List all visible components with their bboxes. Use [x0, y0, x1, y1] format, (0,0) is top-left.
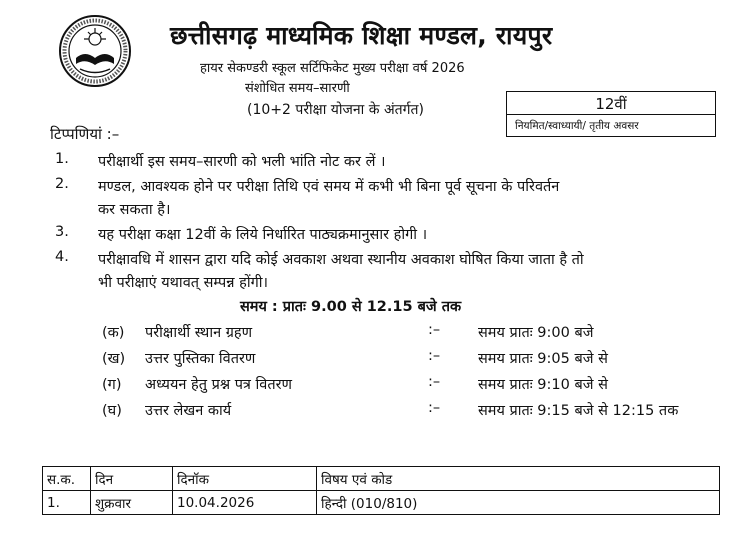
timing-item-separator: :– — [428, 374, 441, 390]
table-cell: 10.04.2026 — [173, 491, 317, 515]
table-header-cell: दिनॉक — [173, 467, 317, 491]
class-box — [506, 91, 716, 137]
note-text: परीक्षावधि में शासन द्वारा यदि कोई अवकाश अथवा स्थानीय अवकाश घोषित किया जाता है तो — [98, 252, 584, 268]
table-header-cell: दिन — [91, 467, 173, 491]
timing-item-label: उत्तर पुस्तिका वितरण — [145, 351, 256, 367]
timing-item-label: उत्तर लेखन कार्य — [145, 403, 232, 419]
note-number: 4. — [55, 249, 69, 265]
note-text: परीक्षार्थी इस समय–सारणी को भली भांति नोट कर लें । — [98, 154, 386, 170]
schedule-title: संशोधित समय–सारणी — [245, 81, 350, 96]
board-title: छत्तीसगढ़ माध्यमिक शिक्षा मण्डल, रायपुर — [170, 21, 553, 50]
class-box-divider — [507, 114, 715, 115]
candidate-type: नियमित/स्वाध्यायी/ तृतीय अवसर — [515, 120, 639, 132]
exam-scheme: (10+2 परीक्षा योजना के अंतर्गत) — [247, 102, 424, 118]
notes-heading: टिप्पणियां :– — [50, 125, 120, 143]
exam-timing-heading: समय : प्रातः 9.00 से 12.15 बजे तक — [240, 299, 462, 315]
timing-item-mark: (ख) — [102, 351, 126, 367]
timing-item-label: अध्ययन हेतु प्रश्न पत्र वितरण — [145, 377, 293, 393]
timing-item-time: समय प्रातः 9:05 बजे से — [478, 351, 608, 367]
timing-item-mark: (क) — [102, 325, 125, 341]
note-text: मण्डल, आवश्यक होने पर परीक्षा तिथि एवं समय में कभी भी बिना पूर्व सूचना के परिवर्तन — [98, 179, 560, 195]
note-text-continued: कर सकता है। — [98, 202, 171, 218]
timing-item-separator: :– — [428, 400, 441, 416]
table-cell: 1. — [43, 491, 91, 515]
timing-item-separator: :– — [428, 322, 441, 338]
note-text-continued: भी परीक्षाएं यथावत् सम्पन्न होंगी। — [98, 275, 269, 291]
note-number: 1. — [55, 151, 69, 167]
timing-item-time: समय प्रातः 9:10 बजे से — [478, 377, 608, 393]
table-cell: हिन्दी (010/810) — [317, 491, 720, 515]
table-header-cell: स.क. — [43, 467, 91, 491]
note-number: 3. — [55, 224, 69, 240]
exam-schedule-table — [42, 466, 720, 515]
timing-item-mark: (ग) — [102, 377, 122, 393]
note-number: 2. — [55, 176, 69, 192]
timing-item-mark: (घ) — [102, 403, 122, 419]
class-label: 12वीं — [595, 95, 627, 113]
timing-item-separator: :– — [428, 348, 441, 364]
board-emblem-logo — [58, 14, 132, 88]
table-row — [43, 491, 720, 515]
timing-item-time: समय प्रातः 9:00 बजे — [478, 325, 594, 341]
timing-item-time: समय प्रातः 9:15 बजे से 12:15 तक — [478, 403, 679, 419]
note-text: यह परीक्षा कक्षा 12वीं के लिये निर्धारित पाठ्यक्रमानुसार होगी । — [98, 227, 428, 243]
table-cell: शुक्रवार — [91, 491, 173, 515]
table-header-row — [43, 467, 720, 491]
exam-name: हायर सेकण्डरी स्कूल सर्टिफिकेट मुख्य परीक्षा वर्ष 2026 — [200, 61, 465, 76]
table-header-cell: विषय एवं कोड — [317, 467, 720, 491]
timing-item-label: परीक्षार्थी स्थान ग्रहण — [145, 325, 253, 341]
